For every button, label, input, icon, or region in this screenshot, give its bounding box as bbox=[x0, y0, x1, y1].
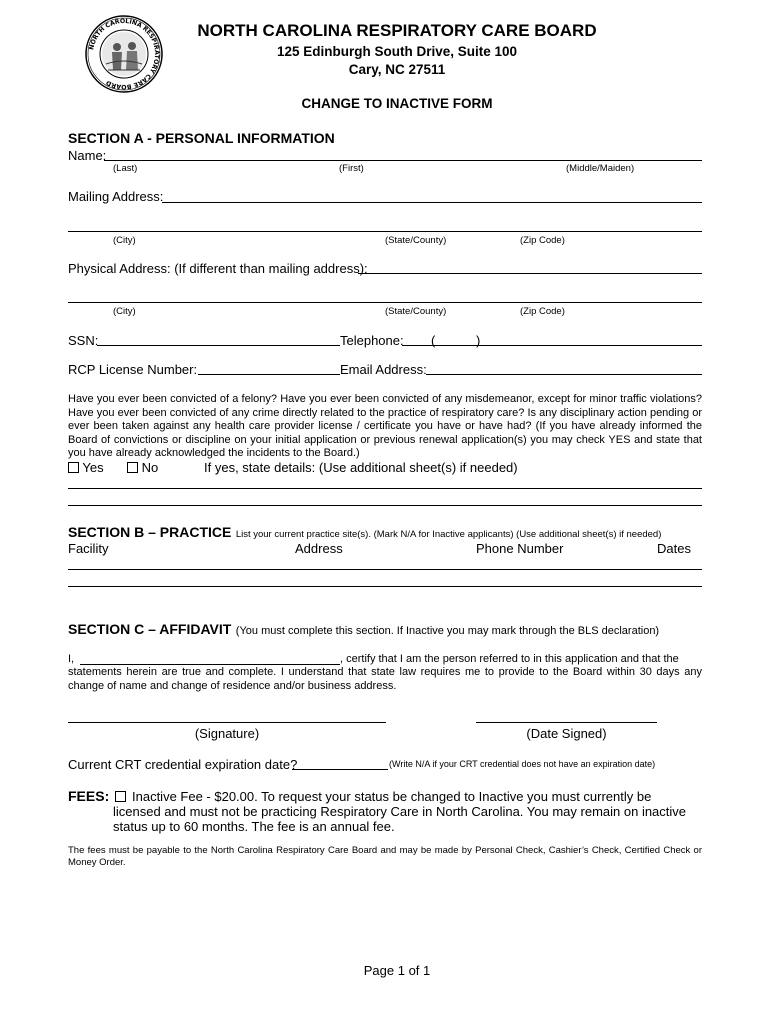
page-title: NORTH CAROLINA RESPIRATORY CARE BOARD bbox=[197, 21, 597, 40]
telephone-label: Telephone: bbox=[340, 333, 404, 348]
email-label: Email Address: bbox=[340, 362, 427, 377]
date-signed-field[interactable] bbox=[476, 722, 657, 723]
conviction-question: Have you ever been convicted of a felony? Have you ever been convicted of any misdemeanor, except for minor traffic violations? Have you ever been convicted of any crime directly related to the practice of respiratory care? Is any disciplinary action pending or ever been taken against any health care provider license / certificate you have or have had? (If you have already informed the Board of convictions or discipline on your initial application or previous renewal application(s) you may check YES and state that you have already acknowledged the incidents to the Board.) bbox=[68, 393, 702, 459]
no-checkbox[interactable] bbox=[127, 462, 138, 473]
section-b-heading: SECTION B – PRACTICE bbox=[68, 524, 232, 540]
section-c-heading: SECTION C – AFFIDAVIT bbox=[68, 621, 232, 637]
column-phone-number: Phone Number bbox=[476, 541, 564, 556]
mailing-sub-zip: (Zip Code) bbox=[520, 235, 565, 246]
crt-note: (Write N/A if your CRT credential does not have an expiration date) bbox=[389, 759, 656, 769]
form-title: CHANGE TO INACTIVE FORM bbox=[301, 96, 493, 111]
column-dates: Dates bbox=[657, 541, 691, 556]
name-label: Name: bbox=[68, 148, 107, 163]
practice-line-2[interactable] bbox=[68, 586, 702, 587]
physical-sub-city: (City) bbox=[113, 306, 136, 317]
phone-paren-close: ) bbox=[476, 333, 481, 348]
rcp-license-label: RCP License Number: bbox=[68, 362, 198, 377]
fees-label: FEES: bbox=[68, 788, 110, 804]
name-field[interactable] bbox=[104, 160, 702, 161]
column-facility: Facility bbox=[68, 541, 109, 556]
rcp-license-field[interactable] bbox=[198, 374, 340, 375]
section-a-heading: SECTION A - PERSONAL INFORMATION bbox=[68, 130, 335, 146]
affidavit-statement: statements herein are true and complete. I understand that state law requires me to provide to the Board within 30 days any change of name and change of residence and/or business address. bbox=[68, 666, 702, 692]
name-sub-middle: (Middle/Maiden) bbox=[566, 163, 635, 174]
email-field[interactable] bbox=[426, 374, 702, 375]
affidavit-certify-text: , certify that I am the person referred to in this application and that the bbox=[340, 653, 679, 665]
name-sub-first: (First) bbox=[339, 163, 364, 174]
mailing-sub-city: (City) bbox=[113, 235, 136, 246]
physical-address-field[interactable] bbox=[358, 273, 702, 274]
practice-line-1[interactable] bbox=[68, 569, 702, 570]
no-option[interactable] bbox=[127, 460, 158, 475]
address-line-2: Cary, NC 27511 bbox=[348, 62, 446, 77]
yes-label: Yes bbox=[82, 460, 104, 475]
phone-paren-open: ( bbox=[431, 333, 436, 348]
signature-field[interactable] bbox=[68, 722, 386, 723]
physical-address-label: Physical Address: (If different than mailing address): bbox=[68, 261, 368, 276]
yes-checkbox[interactable] bbox=[68, 462, 79, 473]
no-label: No bbox=[141, 460, 159, 475]
name-sub-last: (Last) bbox=[113, 163, 138, 174]
section-c-header bbox=[68, 621, 659, 639]
ssn-field[interactable] bbox=[97, 345, 340, 346]
svg-text:NORTH CAROLINA RESPIRATORY CAR: NORTH CAROLINA RESPIRATORY CARE BOARD bbox=[88, 17, 161, 91]
section-b-note: List your current practice site(s). (Mark N/A for Inactive applicants) (Use additional sheet(s) if needed) bbox=[235, 529, 662, 540]
crt-expiration-field[interactable] bbox=[292, 769, 388, 770]
mailing-sub-state: (State/County) bbox=[385, 235, 447, 246]
mailing-city-field[interactable] bbox=[68, 231, 702, 232]
details-line-1[interactable] bbox=[68, 488, 702, 489]
physical-sub-state: (State/County) bbox=[385, 306, 447, 317]
section-c-note: (You must complete this section. If Inactive you may mark through the BLS declaration) bbox=[235, 625, 660, 637]
column-address: Address bbox=[295, 541, 343, 556]
details-line-2[interactable] bbox=[68, 505, 702, 506]
details-label: If yes, state details: (Use additional sheet(s) if needed) bbox=[204, 460, 518, 475]
mailing-address-label: Mailing Address: bbox=[68, 189, 164, 204]
signature-label: (Signature) bbox=[194, 726, 260, 741]
date-signed-label: (Date Signed) bbox=[526, 726, 607, 741]
section-b-header bbox=[68, 524, 661, 542]
affidavit-name-field[interactable] bbox=[80, 664, 340, 665]
fees-payment-note: The fees must be payable to the North Carolina Respiratory Care Board and may be made by Personal Check, Cashier’s Check, Certified Check or Money Order. bbox=[68, 845, 702, 868]
affidavit-i-label: I, bbox=[68, 653, 75, 665]
mailing-address-field[interactable] bbox=[162, 202, 702, 203]
crt-expiration-label: Current CRT credential expiration date? bbox=[68, 757, 298, 772]
page-number: Page 1 of 1 bbox=[363, 963, 431, 978]
physical-city-field[interactable] bbox=[68, 302, 702, 303]
ssn-label: SSN: bbox=[68, 333, 99, 348]
address-line-1: 125 Edinburgh South Drive, Suite 100 bbox=[276, 44, 518, 59]
yes-option[interactable] bbox=[68, 460, 104, 475]
telephone-field[interactable] bbox=[402, 345, 702, 346]
fees-text: Inactive Fee - $20.00. To request your status be changed to Inactive you must currently be licensed and must not be practicing Respiratory Care in North Carolina. You may remain on inactive status up to 60 months. The fee is an annual fee. bbox=[113, 789, 687, 834]
physical-sub-zip: (Zip Code) bbox=[520, 306, 565, 317]
